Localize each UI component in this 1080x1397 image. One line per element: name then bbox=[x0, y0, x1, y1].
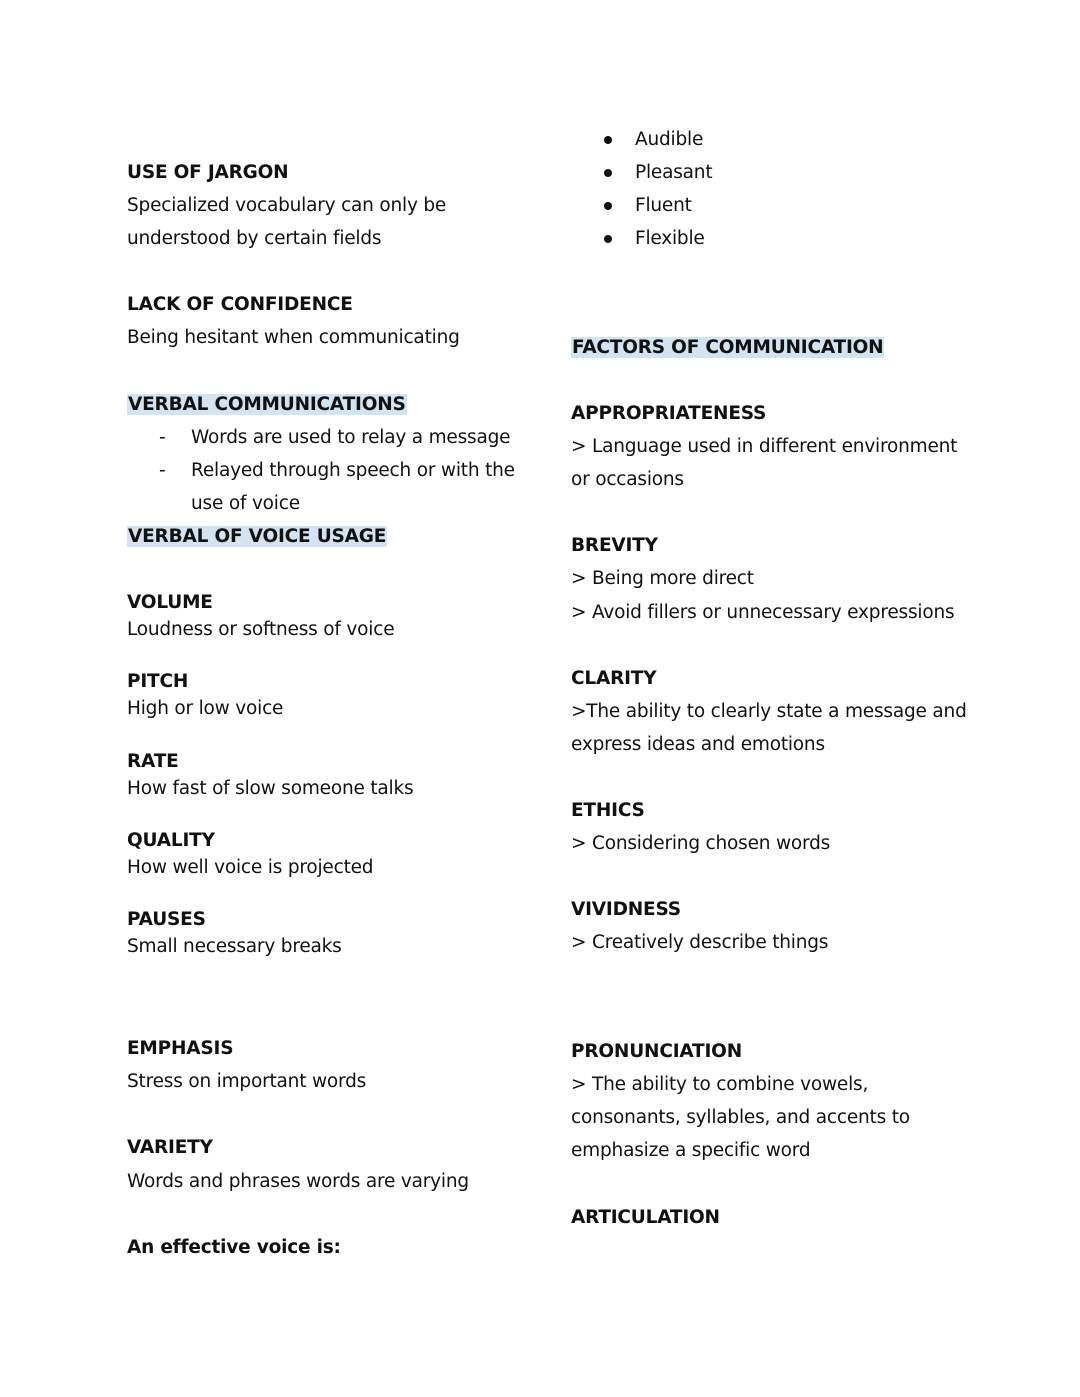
heading-appropriateness: APPROPRIATENESS bbox=[571, 403, 767, 424]
effective-item-audible: Audible bbox=[635, 129, 704, 150]
confidence-text: Being hesitant when communicating bbox=[127, 327, 460, 348]
effective-item-pleasant: Pleasant bbox=[635, 162, 713, 183]
brevity-text-1: > Being more direct bbox=[571, 568, 754, 589]
emphasis-desc: Stress on important words bbox=[127, 1071, 367, 1092]
verbal-item-2: Relayed through speech or with the bbox=[191, 460, 515, 481]
brevity-text-2: > Avoid fillers or unnecessary expressions bbox=[571, 602, 955, 623]
appropriateness-text-2: or occasions bbox=[571, 469, 684, 490]
heading-pauses: PAUSES bbox=[127, 909, 206, 930]
heading-pronunciation: PRONUNCIATION bbox=[571, 1041, 742, 1062]
heading-pitch: PITCH bbox=[127, 671, 189, 692]
verbal-item-2-cont: use of voice bbox=[191, 493, 300, 514]
heading-variety: VARIETY bbox=[127, 1137, 213, 1158]
heading-ethics: ETHICS bbox=[571, 800, 645, 821]
bullet-icon bbox=[604, 136, 612, 144]
heading-articulation: ARTICULATION bbox=[571, 1207, 720, 1228]
heading-volume: VOLUME bbox=[127, 592, 213, 613]
pronunciation-text-1: > The ability to combine vowels, bbox=[571, 1074, 869, 1095]
section-heading-verbal: VERBAL COMMUNICATIONS bbox=[128, 394, 406, 415]
effective-item-fluent: Fluent bbox=[635, 195, 692, 216]
section-heading-confidence: LACK OF CONFIDENCE bbox=[127, 294, 353, 315]
verbal-item-1: Words are used to relay a message bbox=[191, 427, 511, 448]
jargon-text-2: understood by certain fields bbox=[127, 228, 382, 249]
section-heading-factors: FACTORS OF COMMUNICATION bbox=[572, 337, 884, 358]
volume-desc: Loudness or softness of voice bbox=[127, 619, 395, 640]
appropriateness-text-1: > Language used in different environment bbox=[571, 436, 958, 457]
bullet-icon bbox=[604, 235, 612, 243]
variety-desc: Words and phrases words are varying bbox=[127, 1171, 469, 1192]
pronunciation-text-3: emphasize a specific word bbox=[571, 1140, 811, 1161]
dash-bullet: - bbox=[159, 427, 166, 448]
ethics-text: > Considering chosen words bbox=[571, 833, 831, 854]
dash-bullet: - bbox=[159, 460, 166, 481]
vividness-text: > Creatively describe things bbox=[571, 932, 829, 953]
bullet-icon bbox=[604, 202, 612, 210]
section-heading-jargon: USE OF JARGON bbox=[127, 162, 289, 183]
effective-item-flexible: Flexible bbox=[635, 228, 705, 249]
rate-desc: How fast of slow someone talks bbox=[127, 778, 414, 799]
pronunciation-text-2: consonants, syllables, and accents to bbox=[571, 1107, 910, 1128]
clarity-text-1: >The ability to clearly state a message and bbox=[571, 701, 967, 722]
effective-voice-label: An effective voice is: bbox=[127, 1237, 341, 1258]
pitch-desc: High or low voice bbox=[127, 698, 284, 719]
heading-quality: QUALITY bbox=[127, 830, 215, 851]
jargon-text-1: Specialized vocabulary can only be bbox=[127, 195, 447, 216]
clarity-text-2: express ideas and emotions bbox=[571, 734, 825, 755]
heading-emphasis: EMPHASIS bbox=[127, 1038, 234, 1059]
heading-vividness: VIVIDNESS bbox=[571, 899, 681, 920]
heading-clarity: CLARITY bbox=[571, 668, 657, 689]
bullet-icon bbox=[604, 169, 612, 177]
heading-rate: RATE bbox=[127, 751, 179, 772]
pauses-desc: Small necessary breaks bbox=[127, 936, 342, 957]
heading-brevity: BREVITY bbox=[571, 535, 658, 556]
section-heading-voice-usage: VERBAL OF VOICE USAGE bbox=[128, 526, 387, 547]
quality-desc: How well voice is projected bbox=[127, 857, 374, 878]
